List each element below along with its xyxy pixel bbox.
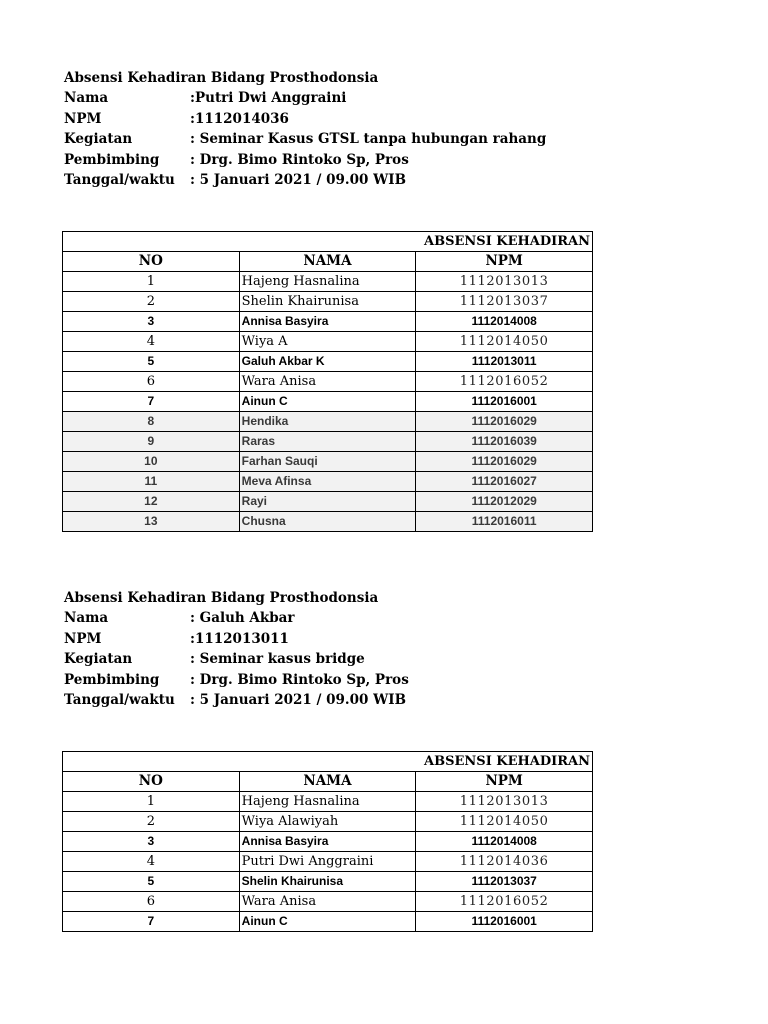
- cell-npm: 1112016029: [416, 452, 593, 472]
- table-row: [63, 392, 593, 412]
- column-header-npm: NPM: [416, 252, 593, 272]
- info-row-pembimbing: [64, 152, 664, 172]
- table-banner: ABSENSI KEHADIRAN: [63, 752, 593, 772]
- cell-npm: 1112014008: [416, 832, 593, 852]
- cell-no: 6: [63, 372, 240, 392]
- info-row-tanggal-waktu: [64, 692, 664, 712]
- cell-nama: Wiya A: [239, 332, 416, 352]
- info-row-kegiatan: [64, 131, 664, 151]
- cell-npm: 1112016039: [416, 432, 593, 452]
- table-header-row: [63, 252, 593, 272]
- info-label: NPM: [64, 110, 102, 127]
- table-row: [63, 352, 593, 372]
- info-row-pembimbing: [64, 672, 664, 692]
- info-row-nama: [64, 90, 664, 110]
- cell-npm: 1112013013: [416, 792, 593, 812]
- info-label: NPM: [64, 630, 102, 647]
- info-value: : Galuh Akbar: [190, 610, 295, 627]
- table-row: [63, 792, 593, 812]
- info-label: Kegiatan: [64, 651, 133, 668]
- table-row: [63, 812, 593, 832]
- table-body: [63, 792, 593, 932]
- table-row: [63, 512, 593, 532]
- cell-npm: 1112014050: [416, 332, 593, 352]
- cell-nama: Wara Anisa: [239, 372, 416, 392]
- table-row: [63, 292, 593, 312]
- cell-no: 4: [63, 332, 240, 352]
- table-row: [63, 332, 593, 352]
- column-header-no: NO: [63, 772, 240, 792]
- cell-npm: 1112013013: [416, 272, 593, 292]
- cell-npm: 1112013037: [416, 292, 593, 312]
- cell-nama: Farhan Sauqi: [239, 452, 416, 472]
- info-value: :1112013011: [190, 630, 289, 647]
- cell-nama: Ainun C: [239, 912, 416, 932]
- table-row: [63, 912, 593, 932]
- info-value: : Seminar kasus bridge: [190, 651, 365, 668]
- table-row: [63, 852, 593, 872]
- cell-npm: 1112016001: [416, 912, 593, 932]
- cell-no: 12: [63, 492, 240, 512]
- cell-npm: 1112016029: [416, 412, 593, 432]
- table-row: [63, 412, 593, 432]
- cell-npm: 1112014050: [416, 812, 593, 832]
- cell-npm: 1112016027: [416, 472, 593, 492]
- info-value: :Putri Dwi Anggraini: [190, 90, 347, 107]
- cell-npm: 1112016011: [416, 512, 593, 532]
- table-row: [63, 872, 593, 892]
- cell-nama: Raras: [239, 432, 416, 452]
- attendance-table-2: [62, 751, 593, 932]
- cell-npm: 1112016001: [416, 392, 593, 412]
- cell-nama: Wara Anisa: [239, 892, 416, 912]
- cell-npm: 1112013037: [416, 872, 593, 892]
- cell-nama: Ainun C: [239, 392, 416, 412]
- table-row: [63, 272, 593, 292]
- info-value: :1112014036: [190, 110, 289, 127]
- cell-no: 3: [63, 832, 240, 852]
- info-label: Pembimbing: [64, 151, 160, 168]
- column-header-npm: NPM: [416, 772, 593, 792]
- info-row-nama: [64, 610, 664, 630]
- table-banner-row: [63, 232, 593, 252]
- table-banner-row: [63, 752, 593, 772]
- info-label: Tanggal/waktu: [64, 691, 175, 708]
- cell-no: 5: [63, 872, 240, 892]
- cell-no: 9: [63, 432, 240, 452]
- table-row: [63, 372, 593, 392]
- cell-no: 3: [63, 312, 240, 332]
- info-value: : Drg. Bimo Rintoko Sp, Pros: [190, 151, 409, 168]
- cell-no: 6: [63, 892, 240, 912]
- cell-nama: Annisa Basyira: [239, 832, 416, 852]
- table-row: [63, 472, 593, 492]
- attendance-info-block-1: [64, 70, 664, 192]
- cell-no: 10: [63, 452, 240, 472]
- cell-nama: Hendika: [239, 412, 416, 432]
- cell-no: 2: [63, 812, 240, 832]
- cell-npm: 1112012029: [416, 492, 593, 512]
- info-row-npm: [64, 111, 664, 131]
- cell-no: 7: [63, 392, 240, 412]
- column-header-nama: NAMA: [239, 252, 416, 272]
- table-row: [63, 832, 593, 852]
- table-body: [63, 272, 593, 532]
- cell-npm: 1112016052: [416, 892, 593, 912]
- info-value: : Drg. Bimo Rintoko Sp, Pros: [190, 671, 409, 688]
- info-value: : 5 Januari 2021 / 09.00 WIB: [190, 691, 406, 708]
- info-row-tanggal-waktu: [64, 172, 664, 192]
- table-banner: ABSENSI KEHADIRAN: [63, 232, 593, 252]
- document-title: Absensi Kehadiran Bidang Prosthodonsia: [64, 70, 379, 86]
- cell-no: 4: [63, 852, 240, 872]
- info-row-npm: [64, 631, 664, 651]
- info-value: : Seminar Kasus GTSL tanpa hubungan rahang: [190, 131, 547, 148]
- info-row-kegiatan: [64, 651, 664, 671]
- cell-no: 11: [63, 472, 240, 492]
- cell-nama: Wiya Alawiyah: [239, 812, 416, 832]
- cell-npm: 1112014008: [416, 312, 593, 332]
- cell-nama: Shelin Khairunisa: [239, 872, 416, 892]
- cell-nama: Hajeng Hasnalina: [239, 272, 416, 292]
- cell-no: 5: [63, 352, 240, 372]
- info-label: Nama: [64, 610, 109, 627]
- cell-nama: Shelin Khairunisa: [239, 292, 416, 312]
- cell-nama: Galuh Akbar K: [239, 352, 416, 372]
- table-row: [63, 892, 593, 912]
- info-value: : 5 Januari 2021 / 09.00 WIB: [190, 171, 406, 188]
- document-title: Absensi Kehadiran Bidang Prosthodonsia: [64, 590, 379, 606]
- cell-no: 8: [63, 412, 240, 432]
- attendance-info-block-2: [64, 590, 664, 712]
- cell-nama: Meva Afinsa: [239, 472, 416, 492]
- cell-npm: 1112014036: [416, 852, 593, 872]
- cell-nama: Hajeng Hasnalina: [239, 792, 416, 812]
- info-label: Kegiatan: [64, 131, 133, 148]
- column-header-no: NO: [63, 252, 240, 272]
- attendance-table-1: [62, 231, 593, 532]
- table-row: [63, 492, 593, 512]
- table-row: [63, 452, 593, 472]
- cell-no: 7: [63, 912, 240, 932]
- cell-nama: Annisa Basyira: [239, 312, 416, 332]
- info-label: Tanggal/waktu: [64, 171, 175, 188]
- cell-no: 2: [63, 292, 240, 312]
- cell-npm: 1112013011: [416, 352, 593, 372]
- table-row: [63, 312, 593, 332]
- cell-no: 1: [63, 272, 240, 292]
- cell-nama: Rayi: [239, 492, 416, 512]
- info-label: Nama: [64, 90, 109, 107]
- table-row: [63, 432, 593, 452]
- cell-no: 13: [63, 512, 240, 532]
- cell-nama: Chusna: [239, 512, 416, 532]
- cell-no: 1: [63, 792, 240, 812]
- cell-nama: Putri Dwi Anggraini: [239, 852, 416, 872]
- table-header-row: [63, 772, 593, 792]
- cell-npm: 1112016052: [416, 372, 593, 392]
- info-label: Pembimbing: [64, 671, 160, 688]
- column-header-nama: NAMA: [239, 772, 416, 792]
